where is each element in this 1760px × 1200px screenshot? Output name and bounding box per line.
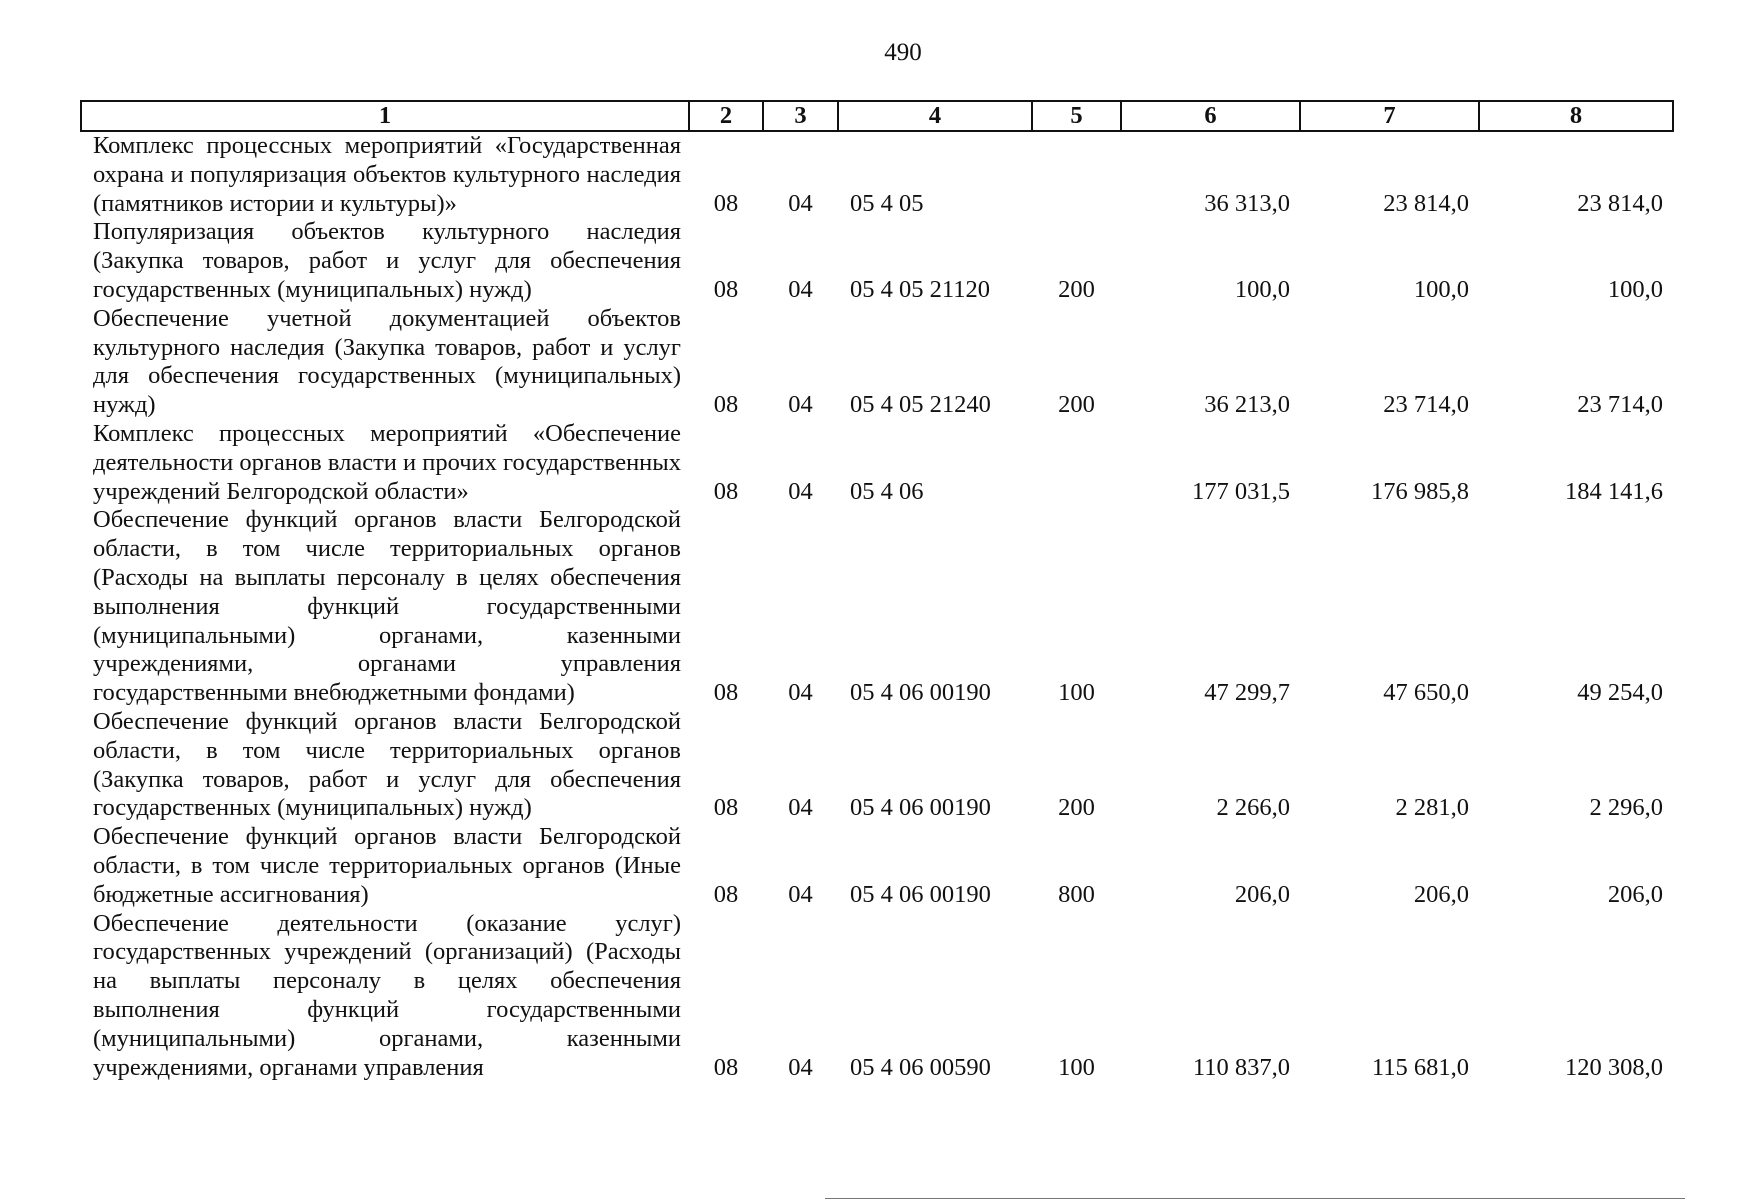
- amount-col-8: 100,0: [1607, 275, 1663, 303]
- amount-col-6: 47 299,7: [1204, 679, 1290, 707]
- expense-type-code: 100: [1058, 679, 1095, 707]
- target-article-code: 05 4 05: [850, 189, 924, 217]
- table-header-row: [81, 101, 1673, 131]
- amount-col-8: 206,0: [1607, 880, 1663, 908]
- amount-col-7: 47 650,0: [1383, 679, 1469, 707]
- subsection-code: 04: [788, 477, 813, 505]
- subsection-code: 04: [788, 391, 813, 419]
- row-description: Обеспечение функций органов власти Белгородской области, в том числе территориальных органов (Иные бюджетные ассигнования): [93, 823, 681, 908]
- target-article-code: 05 4 06 00590: [850, 1053, 991, 1081]
- expense-type-code: [1032, 131, 1121, 218]
- target-article-code: 05 4 06 00190: [850, 794, 991, 822]
- budget-table: [80, 100, 1674, 1082]
- target-article-code: 05 4 05 21120: [850, 275, 990, 303]
- amount-col-6: 36 213,0: [1204, 391, 1290, 419]
- expense-type-code: 100: [1058, 1053, 1095, 1081]
- table-row: [81, 506, 1673, 708]
- table-row: [81, 218, 1673, 304]
- target-article-code: 05 4 06: [850, 477, 924, 505]
- subsection-code: 04: [788, 794, 813, 822]
- section-code: 08: [713, 794, 739, 822]
- expense-type-code: 200: [1058, 391, 1095, 419]
- subsection-code: 04: [788, 275, 813, 303]
- target-article-code: 05 4 06 00190: [850, 679, 991, 707]
- page-number: 490: [884, 39, 922, 66]
- table-row: [81, 708, 1673, 823]
- amount-col-6: 36 313,0: [1204, 189, 1290, 217]
- expense-type-code: [1032, 420, 1121, 506]
- amount-col-8: 184 141,6: [1565, 477, 1663, 505]
- row-description: Обеспечение деятельности (оказание услуг) государственных учреждений (организаций) (Расходы на выплаты персоналу в целях обеспечения выполнения функций государственными (муниципальными) органами, казенными учреждениями, органами управления: [93, 909, 681, 1081]
- amount-col-8: 23 714,0: [1577, 391, 1663, 419]
- subsection-code: 04: [788, 679, 813, 707]
- amount-col-6: 110 837,0: [1192, 1053, 1290, 1081]
- section-code: 08: [713, 477, 739, 505]
- section-code: 08: [713, 189, 739, 217]
- column-header: 5: [1032, 101, 1121, 131]
- amount-col-7: 100,0: [1413, 275, 1469, 303]
- target-article-code: 05 4 06 00190: [850, 880, 991, 908]
- amount-col-7: 176 985,8: [1371, 477, 1469, 505]
- section-code: 08: [713, 1053, 739, 1081]
- bottom-rule: [825, 1198, 1685, 1199]
- amount-col-8: 23 814,0: [1577, 189, 1663, 217]
- row-description: Обеспечение учетной документацией объектов культурного наследия (Закупка товаров, работ и услуг для обеспечения государственных (муниципальных) нужд): [93, 304, 681, 419]
- amount-col-7: 2 281,0: [1395, 794, 1469, 822]
- table-row: [81, 131, 1673, 218]
- row-description: Комплекс процессных мероприятий «Государственная охрана и популяризация объектов культурного наследия (памятников истории и культуры)»: [93, 132, 681, 217]
- row-description: Популяризация объектов культурного наследия (Закупка товаров, работ и услуг для обеспечения государственных (муниципальных) нужд): [93, 218, 681, 303]
- amount-col-6: 177 031,5: [1192, 477, 1290, 505]
- subsection-code: 04: [788, 1053, 813, 1081]
- amount-col-8: 120 308,0: [1565, 1053, 1663, 1081]
- amount-col-7: 23 714,0: [1383, 391, 1469, 419]
- subsection-code: 04: [788, 189, 813, 217]
- column-header: 8: [1479, 101, 1673, 131]
- column-header: 2: [689, 101, 763, 131]
- amount-col-6: 100,0: [1234, 275, 1290, 303]
- target-article-code: 05 4 05 21240: [850, 391, 991, 419]
- section-code: 08: [713, 880, 739, 908]
- section-code: 08: [713, 275, 739, 303]
- amount-col-7: 115 681,0: [1371, 1053, 1469, 1081]
- amount-col-6: 206,0: [1234, 880, 1290, 908]
- expense-type-code: 200: [1058, 275, 1095, 303]
- column-header: 6: [1121, 101, 1300, 131]
- column-header: 7: [1300, 101, 1479, 131]
- column-header: 4: [838, 101, 1032, 131]
- table-row: [81, 823, 1673, 909]
- expense-type-code: 200: [1058, 794, 1095, 822]
- row-description: Обеспечение функций органов власти Белгородской области, в том числе территориальных органов (Расходы на выплаты персоналу в целях обеспечения выполнения функций государственными (муниципальными) органами, казенными учреждениями, органами управления государственными внебюджетными фондами): [93, 506, 681, 707]
- amount-col-7: 23 814,0: [1383, 189, 1469, 217]
- table-row: [81, 305, 1673, 420]
- column-header: 3: [763, 101, 838, 131]
- amount-col-7: 206,0: [1413, 880, 1469, 908]
- section-code: 08: [713, 391, 739, 419]
- amount-col-8: 2 296,0: [1589, 794, 1663, 822]
- table-row: [81, 420, 1673, 506]
- subsection-code: 04: [788, 880, 813, 908]
- expense-type-code: 800: [1058, 880, 1095, 908]
- amount-col-6: 2 266,0: [1216, 794, 1290, 822]
- column-header: 1: [81, 101, 689, 131]
- section-code: 08: [713, 679, 739, 707]
- row-description: Обеспечение функций органов власти Белгородской области, в том числе территориальных органов (Закупка товаров, работ и услуг для обеспечения государственных (муниципальных) нужд): [93, 707, 681, 822]
- table-row: [81, 910, 1673, 1083]
- amount-col-8: 49 254,0: [1577, 679, 1663, 707]
- row-description: Комплекс процессных мероприятий «Обеспечение деятельности органов власти и прочих государственных учреждений Белгородской области»: [93, 419, 681, 505]
